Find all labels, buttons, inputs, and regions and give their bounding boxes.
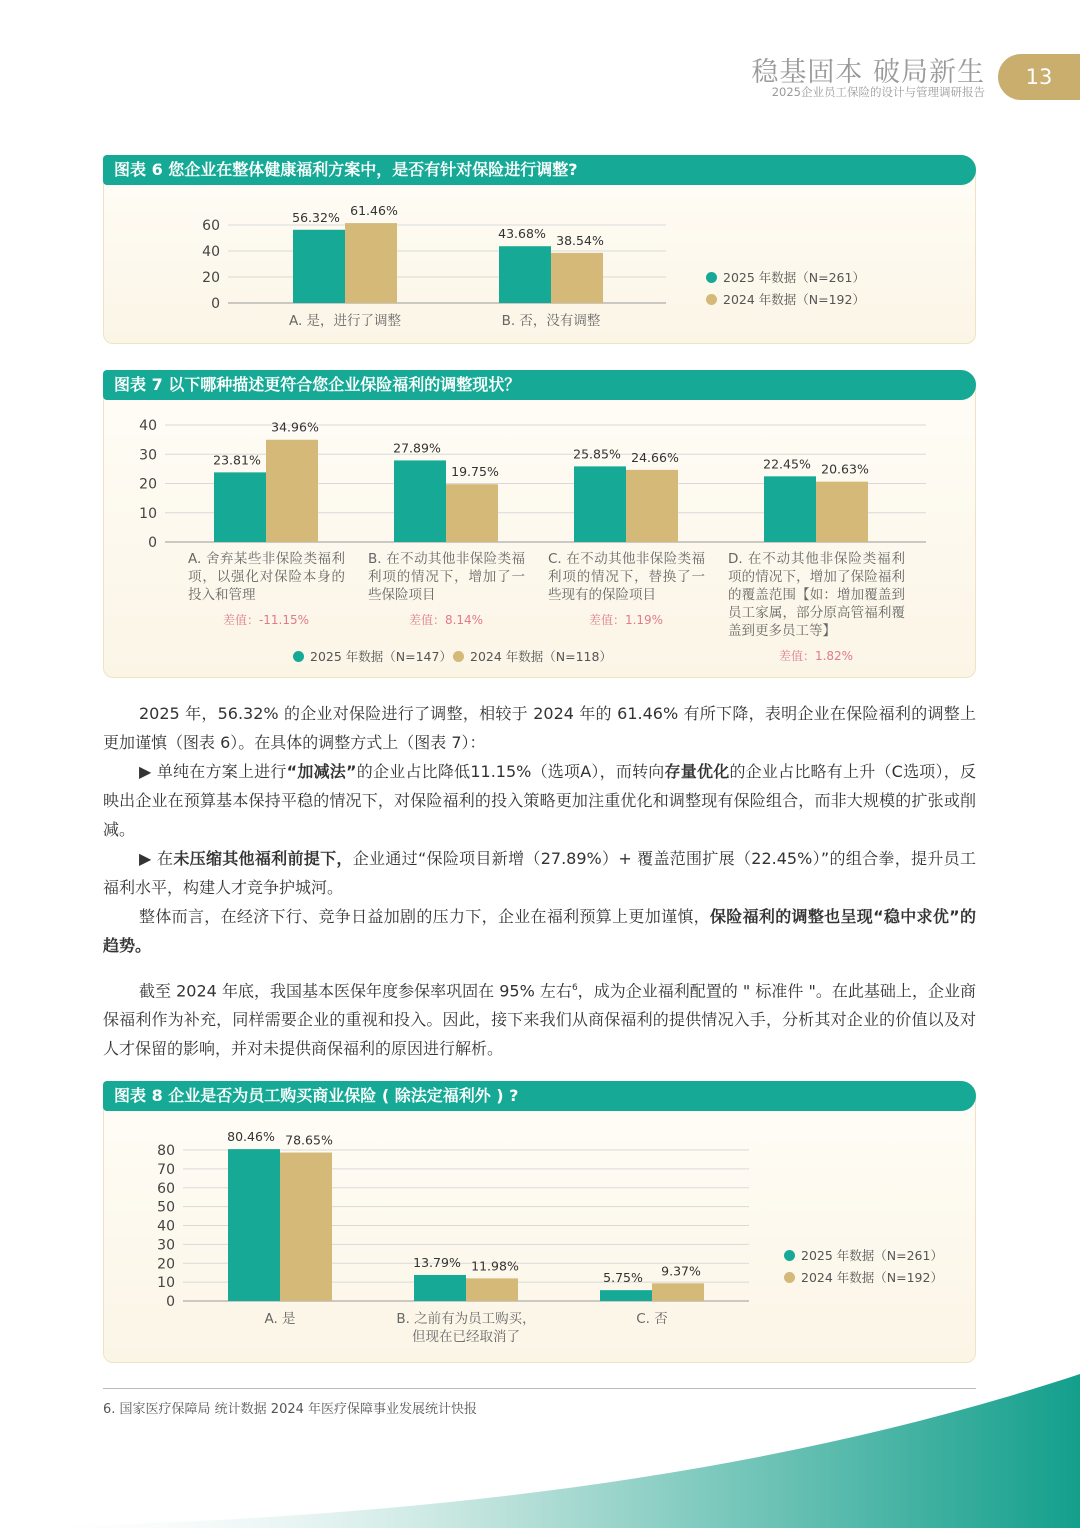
figure-7-title: 图表 7 以下哪种描述更符合您企业保险福利的调整现状？ (103, 370, 976, 400)
legend-dot-2024 (706, 294, 717, 305)
data-label: 34.96% (271, 419, 319, 435)
figure-7-diff-d: 差值：1.82% (778, 649, 854, 663)
legend-label-2024: 2024 年数据（N=192） (801, 1270, 943, 1285)
p2-text-c: 的企业占比降低11.15%（选项A），而转向 (356, 762, 665, 781)
y-tick-label: 40 (157, 1218, 175, 1235)
bar-2024 (466, 1278, 518, 1301)
data-label: 56.32% (292, 209, 340, 225)
p2-bold-d: 存量优化 (664, 762, 730, 781)
figure-7-category-b: B. 在不动其他非保险类福利项的情况下，增加了一些保险项目 (368, 551, 525, 603)
p2-bold-b: “加减法” (286, 762, 357, 781)
category-label: C. 否 (636, 1311, 668, 1327)
paragraph-2 (103, 757, 976, 844)
category-label: B. 否，没有调整 (501, 313, 601, 329)
p2-text-a: ▶ 单纯在方案上进行 (139, 762, 287, 781)
y-tick-label: 0 (166, 1294, 175, 1310)
data-label: 11.98% (471, 1258, 519, 1274)
data-label: 43.68% (498, 226, 546, 242)
figure-7-legend-2024 (453, 647, 612, 665)
bar-2025 (600, 1290, 652, 1301)
figure-6-title: 图表 6 您企业在整体健康福利方案中，是否有针对保险进行调整? (103, 155, 976, 185)
paragraph-5 (103, 974, 976, 1063)
paragraph-4 (103, 902, 976, 960)
footnote-ref: 6 (571, 983, 578, 993)
legend-label-2024: 2024 年数据（N=192） (723, 292, 865, 307)
category-label: 但现在已经取消了 (412, 1329, 520, 1345)
data-label: 19.75% (451, 464, 499, 480)
figure-8-legend-2025 (784, 1246, 943, 1264)
figure-6-chart (103, 190, 976, 340)
legend-dot-2024 (453, 651, 464, 662)
legend-dot-2025 (784, 1250, 795, 1261)
legend-label-2024: 2024 年数据（N=118） (470, 649, 612, 664)
bar-2025 (214, 472, 266, 542)
data-label: 27.89% (393, 440, 441, 456)
p3-text-a: ▶ 在 (139, 849, 174, 868)
data-label: 23.81% (213, 452, 261, 468)
figure-6-legend-2025 (706, 268, 865, 286)
p3-bold-b: 未压缩其他福利前提下， (173, 849, 353, 868)
figure-7-category-d: D. 在不动其他非保险类福利项的情况下，增加了保险福利的覆盖范围【如：增加覆盖到员工家属，部分原高管福利覆盖到更多员工等】 (728, 551, 905, 639)
bar-2025 (764, 476, 816, 542)
page-number: 13 (998, 54, 1080, 100)
report-title: 稳基固本 破局新生 (751, 57, 985, 88)
p3-text-c: 企业通过“保险项目新增（27.89%）+ 覆盖范围扩展（22.45%）”的组合拳，提升员工福利水平，构建人才竞争护城河。 (103, 849, 976, 897)
bar-2024 (266, 440, 318, 542)
y-tick-label: 0 (148, 535, 157, 548)
data-label: 13.79% (413, 1254, 461, 1270)
data-label: 61.46% (350, 203, 398, 219)
y-tick-label: 20 (202, 270, 220, 286)
figure-7-category-c: C. 在不动其他非保险类福利项的情况下，替换了一些现有的保险项目 (548, 551, 705, 603)
figure-8-title: 图表 8 企业是否为员工购买商业保险 ( 除法定福利外 ) ? (103, 1081, 976, 1111)
bar-2025 (574, 466, 626, 542)
bar-2025 (414, 1275, 466, 1301)
paragraph-1: 2025 年，56.32% 的企业对保险进行了调整，相较于 2024 年的 61.46% 有所下降，表明企业在保险福利的调整上更加谨慎（图表 6）。在具体的调整方式上（图表 7）： (103, 704, 976, 752)
p4-text-a: 整体而言，在经济下行、竞争日益加剧的压力下，企业在福利预算上更加谨慎， (139, 907, 710, 926)
data-label: 78.65% (285, 1132, 333, 1148)
y-tick-label: 40 (139, 418, 157, 434)
bar-2025 (293, 230, 345, 303)
figure-7-diff-b: 差值：8.14% (408, 613, 484, 627)
data-label: 9.37% (661, 1263, 701, 1279)
paragraph-3 (103, 844, 976, 902)
bar-2024 (652, 1283, 704, 1301)
data-label: 80.46% (227, 1129, 275, 1145)
legend-dot-2024 (784, 1272, 795, 1283)
legend-dot-2025 (706, 272, 717, 283)
figure-6-legend-2024 (706, 290, 865, 308)
figure-7-legend-2025 (293, 647, 452, 665)
decorative-wave (0, 1370, 1080, 1528)
p5-text-b: ，成为企业福利配置的 " 标准件 "。在此基础上，企业商保福利作为补充，同样需要企业的重视和投入。因此，接下来我们从商保福利的提供情况入手，分析其对企业的价值以及对人才保留的影响，并对未提供商保福利的原因进行解析。 (103, 981, 976, 1059)
bar-2024 (280, 1153, 332, 1301)
figure-7-diff-a: 差值：-11.15% (222, 613, 310, 627)
y-tick-label: 30 (157, 1237, 175, 1254)
p2-text-e: 的企业占比略有上升（C选项），反映出企业在预算基本保持平稳的情况下，对保险福利的投入策略更加注重优化和调整现有保险组合，而非大规模的扩张或削减。 (103, 762, 976, 839)
p4-bold-b: 保险福利的调整也呈现“稳中求优”的趋势。 (103, 907, 976, 955)
figure-8-chart (103, 1118, 976, 1348)
bar-2025 (228, 1149, 280, 1301)
legend-dot-2025 (293, 651, 304, 662)
bar-2025 (394, 460, 446, 542)
category-label: A. 是 (264, 1311, 296, 1327)
y-tick-label: 20 (139, 476, 157, 493)
legend-label-2025: 2025 年数据（N=147） (310, 649, 452, 664)
bar-2025 (499, 246, 551, 303)
body-text-section-1 (103, 699, 976, 960)
y-tick-label: 10 (139, 505, 157, 522)
y-tick-label: 40 (202, 244, 220, 260)
data-label: 5.75% (603, 1270, 643, 1286)
figure-7-chart (103, 408, 976, 548)
bar-2024 (626, 470, 678, 542)
y-tick-label: 10 (157, 1275, 175, 1292)
data-label: 24.66% (631, 449, 679, 465)
y-tick-label: 20 (157, 1256, 175, 1273)
figure-7-category-a: A. 舍弃某些非保险类福利项，以强化对保险本身的投入和管理 (188, 551, 345, 603)
bar-2024 (345, 223, 397, 303)
body-text-section-2 (103, 974, 976, 1063)
y-tick-label: 80 (157, 1143, 175, 1159)
p5-text-a: 截至 2024 年底，我国基本医保年度参保率巩固在 95% 左右 (139, 981, 572, 1001)
footnote: 6. 国家医疗保障局 统计数据 2024 年医疗保障事业发展统计快报 (103, 1402, 478, 1417)
bar-2024 (446, 484, 498, 542)
y-tick-label: 0 (211, 296, 220, 312)
category-label: A. 是，进行了调整 (288, 313, 402, 329)
y-tick-label: 70 (157, 1161, 175, 1178)
legend-label-2025: 2025 年数据（N=261） (801, 1248, 943, 1263)
y-tick-label: 60 (202, 218, 220, 234)
y-tick-label: 30 (139, 447, 157, 464)
bar-2024 (816, 482, 868, 542)
data-label: 25.85% (573, 446, 621, 462)
y-tick-label: 60 (157, 1180, 175, 1197)
figure-8-legend-2024 (784, 1268, 943, 1286)
category-label: B. 之前有为员工购买， (396, 1311, 536, 1327)
data-label: 38.54% (556, 232, 604, 248)
data-label: 22.45% (763, 456, 811, 472)
legend-label-2025: 2025 年数据（N=261） (723, 270, 865, 285)
figure-7-diff-c: 差值：1.19% (588, 613, 664, 627)
data-label: 20.63% (821, 461, 869, 477)
bar-2024 (551, 253, 603, 303)
y-tick-label: 50 (157, 1199, 175, 1216)
report-subtitle: 2025企业员工保险的设计与管理调研报告 (771, 85, 985, 99)
